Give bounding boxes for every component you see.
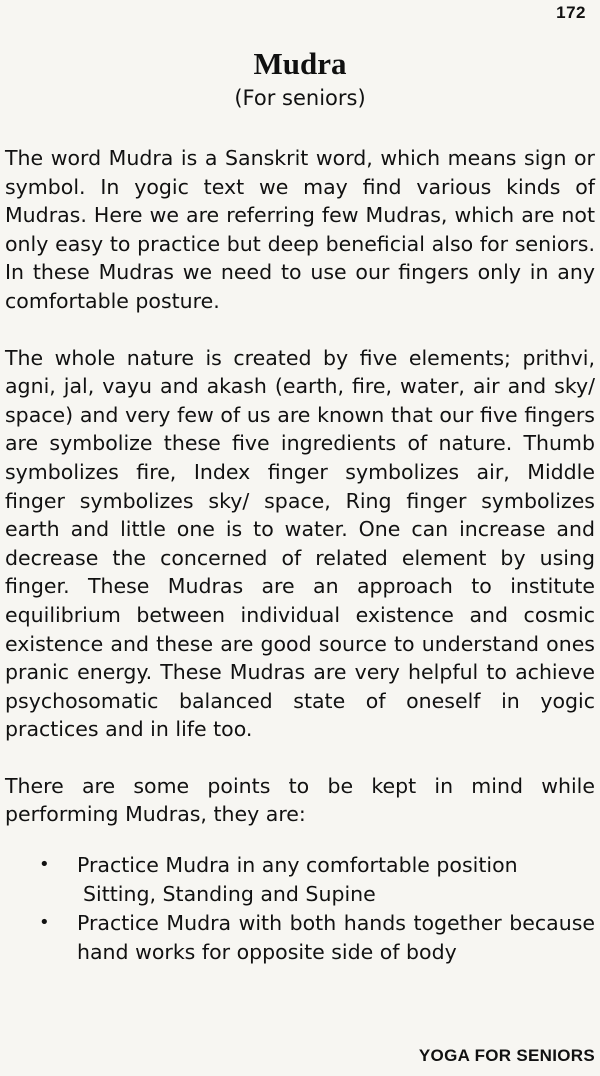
points-list (5, 851, 595, 966)
page-subtitle: (For seniors) (234, 86, 366, 110)
list-item (5, 909, 595, 966)
paragraph-intro: The word Mudra is a Sanskrit word, which means sign or symbol. In yogic text we may find various kinds of Mudras. Here we are referring few Mudras, which are not only easy to practice but deep beneficial also for seniors. In these Mudras we need to use our fingers only in any comfortable posture. (5, 146, 595, 313)
bullet-icon: • (39, 912, 50, 934)
paragraph-points-intro: There are some points to be kept in mind while performing Mudras, they are: (5, 773, 595, 827)
list-item (5, 851, 595, 908)
body-content (5, 144, 595, 967)
point-text: Practice Mudra with both hands together because hand works for opposite side of body (77, 911, 595, 964)
page-number: 172 (556, 3, 586, 22)
point-text: Practice Mudra in any comfortable position (77, 853, 518, 878)
paragraph-elements: The whole nature is created by five elements; prithvi, agni, jal, vayu and akash (earth, fire, water, air and sky/ space) and very few of us are known that our five fingers are symbolize these five ingredients of nature. Thumb symbolizes fire, Index finger symbolizes air, Middle finger symbolizes sky/ space, Ring finger symbolizes earth and little one is to water. One can increase and decrease the concerned of related element by using finger. These Mudras are an approach to institute equilibrium between individual existence and cosmic existence and these are good source to understand ones pranic energy. These Mudras are very helpful to achieve psychosomatic balanced state of oneself in yogic practices and in life too. (5, 345, 595, 742)
bullet-icon: • (39, 854, 50, 876)
page-title: Mudra (253, 46, 347, 81)
point-subtext: Sitting, Standing and Supine (83, 881, 376, 906)
book-footer-title: YOGA FOR SENIORS (418, 1046, 595, 1065)
